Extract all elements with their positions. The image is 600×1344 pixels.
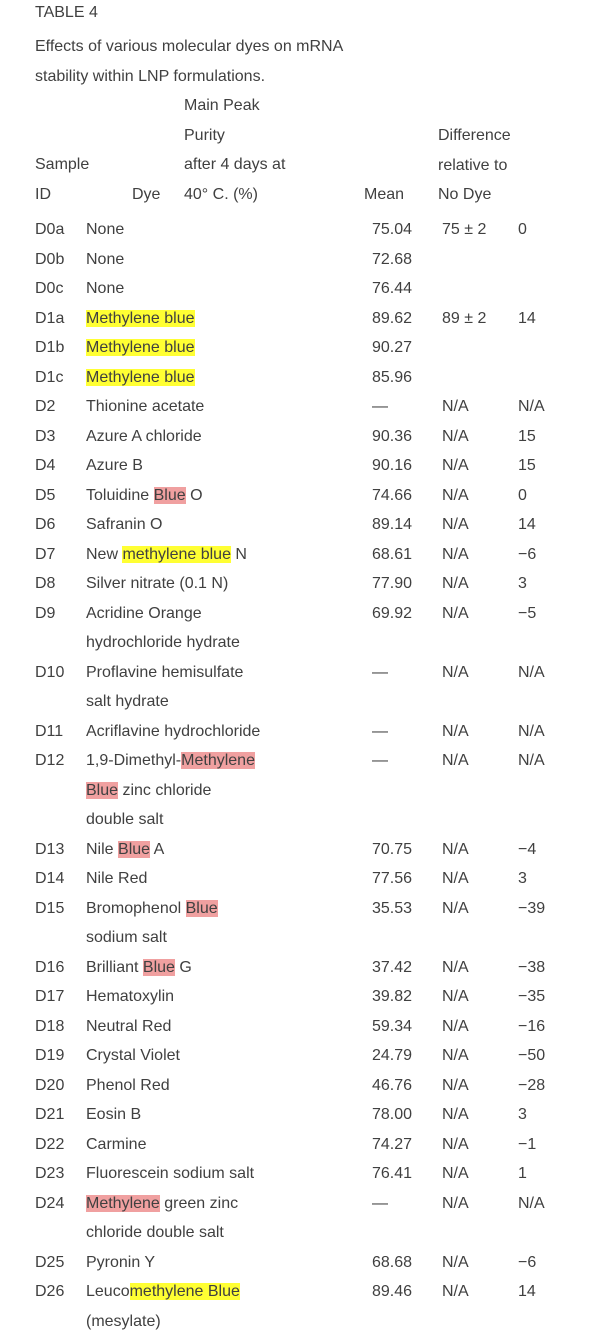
sample-id-cell: D21 (35, 1106, 65, 1123)
group-mean-cell: 75 ± 2 (442, 221, 487, 238)
table-row (0, 245, 600, 275)
group-mean-cell: N/A (442, 1047, 469, 1064)
mean-cell: 76.44 (372, 280, 413, 297)
group-mean-cell: N/A (442, 1017, 469, 1035)
mean-cell: — (372, 722, 388, 740)
dye-cell (86, 363, 356, 393)
group-mean-cell: N/A (442, 870, 469, 887)
difference-cell: −5 (518, 604, 537, 622)
dye-text: Carmine (86, 1135, 147, 1153)
dye-text: New (86, 545, 123, 563)
difference-cell: N/A (518, 752, 545, 769)
dye-text: Azure A chloride (86, 427, 202, 445)
difference-cell: −6 (518, 545, 537, 563)
difference-cell: 14 (518, 1283, 536, 1300)
table-row (0, 363, 600, 393)
sample-id-cell: D17 (35, 988, 65, 1005)
group-mean-cell: N/A (442, 398, 469, 415)
group-mean-cell: N/A (442, 486, 469, 504)
mean-cell: 24.79 (372, 1047, 413, 1064)
difference-cell: 3 (518, 575, 527, 592)
group-mean-cell: N/A (442, 1135, 469, 1153)
table-row (0, 540, 600, 570)
sample-id-cell: D9 (35, 604, 56, 622)
dye-text: Brilliant (86, 958, 143, 976)
caption-line: stability within LNP formulations. (35, 67, 266, 85)
table-row (0, 982, 600, 1012)
dye-cell (86, 451, 356, 481)
difference-cell: −16 (518, 1017, 546, 1035)
difference-cell: 0 (518, 221, 527, 238)
highlighted-term: Methylene blue (86, 309, 195, 327)
dye-text: A (150, 840, 165, 858)
dye-text: green zinc chloride double salt (86, 1194, 239, 1241)
table-row (0, 1100, 600, 1130)
sample-id-cell: D12 (35, 752, 65, 769)
mean-cell: 69.92 (372, 604, 413, 622)
sample-id-cell: D10 (35, 663, 65, 681)
difference-cell: −38 (518, 958, 546, 976)
sample-id-cell: D23 (35, 1165, 65, 1182)
dye-cell (86, 422, 356, 452)
dye-cell (86, 510, 356, 540)
mean-cell: 90.27 (372, 339, 413, 356)
dye-cell (86, 599, 246, 658)
dye-cell (86, 982, 356, 1012)
dye-text: Phenol Red (86, 1076, 170, 1094)
mean-cell: 74.66 (372, 486, 413, 504)
mean-cell: 68.68 (372, 1253, 413, 1271)
group-mean-cell: N/A (442, 604, 469, 622)
table-title: TABLE 4 (35, 4, 98, 21)
mean-cell: 85.96 (372, 368, 413, 386)
table-row (0, 510, 600, 540)
dye-text: (mesylate) (86, 1312, 161, 1330)
group-mean-cell: N/A (442, 1253, 469, 1271)
table-row (0, 422, 600, 452)
dye-text: Neutral Red (86, 1017, 172, 1035)
dye-cell (86, 274, 356, 304)
difference-cell: −50 (518, 1047, 546, 1064)
sample-id-cell: D0b (35, 250, 65, 268)
sample-id-cell: D16 (35, 958, 65, 976)
difference-cell: 15 (518, 457, 536, 474)
mean-cell: — (372, 752, 388, 769)
highlighted-term: Methylene (86, 1194, 160, 1212)
mean-cell: 70.75 (372, 840, 413, 858)
highlighted-term: Blue (185, 899, 218, 917)
table-row (0, 835, 600, 865)
difference-cell: −4 (518, 840, 537, 858)
table-row (0, 1277, 600, 1336)
dye-cell (86, 1189, 246, 1248)
sample-id-cell: D15 (35, 899, 65, 917)
difference-cell: −1 (518, 1135, 537, 1153)
mean-cell: 39.82 (372, 988, 413, 1005)
difference-cell: 0 (518, 486, 527, 504)
dye-text: Toluidine (86, 486, 154, 504)
dye-cell (86, 540, 356, 570)
group-mean-cell: N/A (442, 545, 469, 563)
dye-text: G (174, 958, 192, 976)
dye-text: Crystal Violet (86, 1047, 180, 1064)
mean-cell: 76.41 (372, 1165, 413, 1182)
dye-text: zinc chloride double salt (86, 781, 212, 828)
group-mean-cell: N/A (442, 516, 469, 533)
mean-cell: 72.68 (372, 250, 413, 268)
table-row (0, 333, 600, 363)
group-mean-cell: N/A (442, 575, 469, 592)
group-mean-cell: N/A (442, 427, 469, 445)
difference-cell: 15 (518, 427, 536, 445)
table-row (0, 569, 600, 599)
dye-text: Leuco (86, 1283, 130, 1300)
dye-cell (86, 1130, 356, 1160)
difference-cell: N/A (518, 722, 545, 740)
sample-id-cell: D8 (35, 575, 56, 592)
table-row (0, 274, 600, 304)
group-mean-cell: N/A (442, 722, 469, 740)
dye-cell (86, 1012, 356, 1042)
highlighted-term: Methylene Blue (86, 752, 255, 799)
dye-cell (86, 245, 356, 275)
dye-text: Acriflavine hydrochloride (86, 722, 261, 740)
dye-text: None (86, 250, 125, 268)
dye-cell (86, 333, 356, 363)
sample-id-cell: D5 (35, 486, 56, 504)
dye-text: N (230, 545, 247, 563)
group-mean-cell: N/A (442, 1106, 469, 1123)
mean-cell: 46.76 (372, 1076, 413, 1094)
sample-id-cell: D22 (35, 1135, 65, 1153)
dye-cell (86, 864, 356, 894)
table-caption (35, 32, 395, 91)
sample-id-cell: D6 (35, 516, 56, 533)
sample-id-cell: D4 (35, 457, 56, 474)
mean-cell: 78.00 (372, 1106, 413, 1123)
sample-id-cell: D1a (35, 309, 65, 327)
dye-cell (86, 1041, 356, 1071)
mean-cell: 89.46 (372, 1283, 413, 1300)
difference-cell: 3 (518, 870, 527, 887)
highlighted-term: Blue (153, 486, 186, 504)
table-row (0, 717, 600, 747)
table-row (0, 894, 600, 953)
mean-cell: 90.36 (372, 427, 413, 445)
difference-cell: 3 (518, 1106, 527, 1123)
dye-cell (86, 1159, 356, 1189)
dye-text: Fluorescein sodium salt (86, 1165, 255, 1182)
dye-cell (86, 569, 356, 599)
mean-cell: 89.14 (372, 516, 413, 533)
dye-cell (86, 953, 356, 983)
mean-cell: 68.61 (372, 545, 413, 563)
dye-text: Silver nitrate (0.1 N) (86, 575, 229, 592)
header-purity: Main Peak Purity after 4 days at 40° C. (%) (184, 97, 286, 203)
dye-text: Pyronin Y (86, 1253, 156, 1271)
mean-cell: — (372, 398, 388, 415)
dye-cell (86, 658, 261, 717)
table-row (0, 658, 600, 717)
highlighted-term: Blue (118, 840, 151, 858)
dye-text: sodium salt (86, 929, 167, 946)
dye-cell (86, 1071, 356, 1101)
difference-cell: N/A (518, 398, 545, 415)
difference-cell: 14 (518, 516, 536, 533)
group-mean-cell: N/A (442, 899, 469, 917)
mean-cell: 59.34 (372, 1017, 413, 1035)
table-row (0, 599, 600, 658)
table-row (0, 1159, 600, 1189)
header-difference: Difference relative to No Dye (438, 127, 511, 203)
difference-cell: 14 (518, 309, 536, 327)
dye-text: Safranin O (86, 516, 163, 533)
mean-cell: 37.42 (372, 958, 413, 976)
dye-text: Proflavine hemisulfate salt hydrate (86, 663, 244, 710)
group-mean-cell: N/A (442, 663, 469, 681)
sample-id-cell: D0c (35, 280, 64, 297)
dye-text: Thionine acetate (86, 398, 205, 415)
difference-cell: −39 (518, 899, 546, 917)
sample-id-cell: D2 (35, 398, 56, 415)
mean-cell: 90.16 (372, 457, 413, 474)
table-row (0, 1130, 600, 1160)
header-mean: Mean (364, 186, 405, 203)
dye-cell (86, 1277, 246, 1336)
sample-id-cell: D1b (35, 339, 65, 356)
table-row (0, 1189, 600, 1248)
group-mean-cell: N/A (442, 1165, 469, 1182)
highlighted-term: Methylene blue (86, 368, 195, 386)
dye-text: Acridine Orange hydrochloride hydrate (86, 604, 240, 651)
difference-cell: −28 (518, 1076, 546, 1094)
caption-line: Effects of various molecular dyes on mRNA (35, 38, 344, 55)
mean-cell: 75.04 (372, 221, 413, 238)
mean-cell: — (372, 663, 388, 681)
group-mean-cell: 89 ± 2 (442, 309, 487, 327)
mean-cell: 74.27 (372, 1135, 413, 1153)
sample-id-cell: D13 (35, 840, 65, 858)
sample-id-cell: D19 (35, 1047, 65, 1064)
group-mean-cell: N/A (442, 840, 469, 858)
dye-cell (86, 304, 356, 334)
table-row (0, 1248, 600, 1278)
dye-cell (86, 481, 356, 511)
group-mean-cell: N/A (442, 1283, 469, 1300)
highlighted-term: methylene Blue (129, 1283, 240, 1300)
dye-cell (86, 1100, 356, 1130)
sample-id-cell: D26 (35, 1283, 65, 1300)
difference-cell: −35 (518, 988, 546, 1005)
sample-id-cell: D14 (35, 870, 65, 887)
table-row (0, 392, 600, 422)
dye-text: Azure B (86, 457, 143, 474)
group-mean-cell: N/A (442, 1194, 469, 1212)
dye-cell (86, 835, 356, 865)
sample-id-cell: D7 (35, 545, 56, 563)
group-mean-cell: N/A (442, 1076, 469, 1094)
sample-id-cell: D25 (35, 1253, 65, 1271)
dye-text: None (86, 280, 125, 297)
table-row (0, 481, 600, 511)
difference-cell: −6 (518, 1253, 537, 1271)
dye-cell (86, 894, 226, 953)
sample-id-cell: D11 (35, 722, 64, 740)
dye-text: Nile (86, 840, 119, 858)
table-row (0, 746, 600, 835)
table-row (0, 215, 600, 245)
group-mean-cell: N/A (442, 457, 469, 474)
table-row (0, 304, 600, 334)
mean-cell: 35.53 (372, 899, 413, 917)
sample-id-cell: D1c (35, 368, 64, 386)
dye-text: Bromophenol (86, 899, 186, 917)
dye-text: O (185, 486, 203, 504)
dye-cell (86, 717, 356, 747)
dye-cell (86, 746, 261, 835)
dye-cell (86, 215, 356, 245)
sample-id-cell: D3 (35, 427, 56, 445)
dye-text: None (86, 221, 125, 238)
highlighted-term: Methylene blue (86, 339, 195, 356)
header-sample-id: Sample ID (35, 156, 90, 203)
dye-text: 1,9-Dimethyl- (86, 752, 182, 769)
sample-id-cell: D18 (35, 1017, 65, 1035)
dye-text: Hematoxylin (86, 988, 175, 1005)
difference-cell: N/A (518, 1194, 545, 1212)
table-body (0, 215, 600, 1336)
difference-cell: N/A (518, 663, 545, 681)
dye-text: Nile Red (86, 870, 148, 887)
group-mean-cell: N/A (442, 988, 469, 1005)
table-row (0, 451, 600, 481)
sample-id-cell: D0a (35, 221, 65, 238)
sample-id-cell: D20 (35, 1076, 65, 1094)
mean-cell: — (372, 1194, 388, 1212)
mean-cell: 77.90 (372, 575, 413, 592)
difference-cell: 1 (518, 1165, 527, 1182)
mean-cell: 77.56 (372, 870, 413, 887)
group-mean-cell: N/A (442, 752, 469, 769)
table-row (0, 1071, 600, 1101)
group-mean-cell: N/A (442, 958, 469, 976)
mean-cell: 89.62 (372, 309, 413, 327)
dye-text: Eosin B (86, 1106, 142, 1123)
highlighted-term: Blue (142, 958, 175, 976)
highlighted-term: methylene blue (122, 545, 231, 563)
table-row (0, 864, 600, 894)
header-dye: Dye (132, 186, 161, 203)
table-row (0, 1041, 600, 1071)
table-row (0, 1012, 600, 1042)
sample-id-cell: D24 (35, 1194, 65, 1212)
dye-cell (86, 392, 356, 422)
dye-cell (86, 1248, 356, 1278)
table-row (0, 953, 600, 983)
